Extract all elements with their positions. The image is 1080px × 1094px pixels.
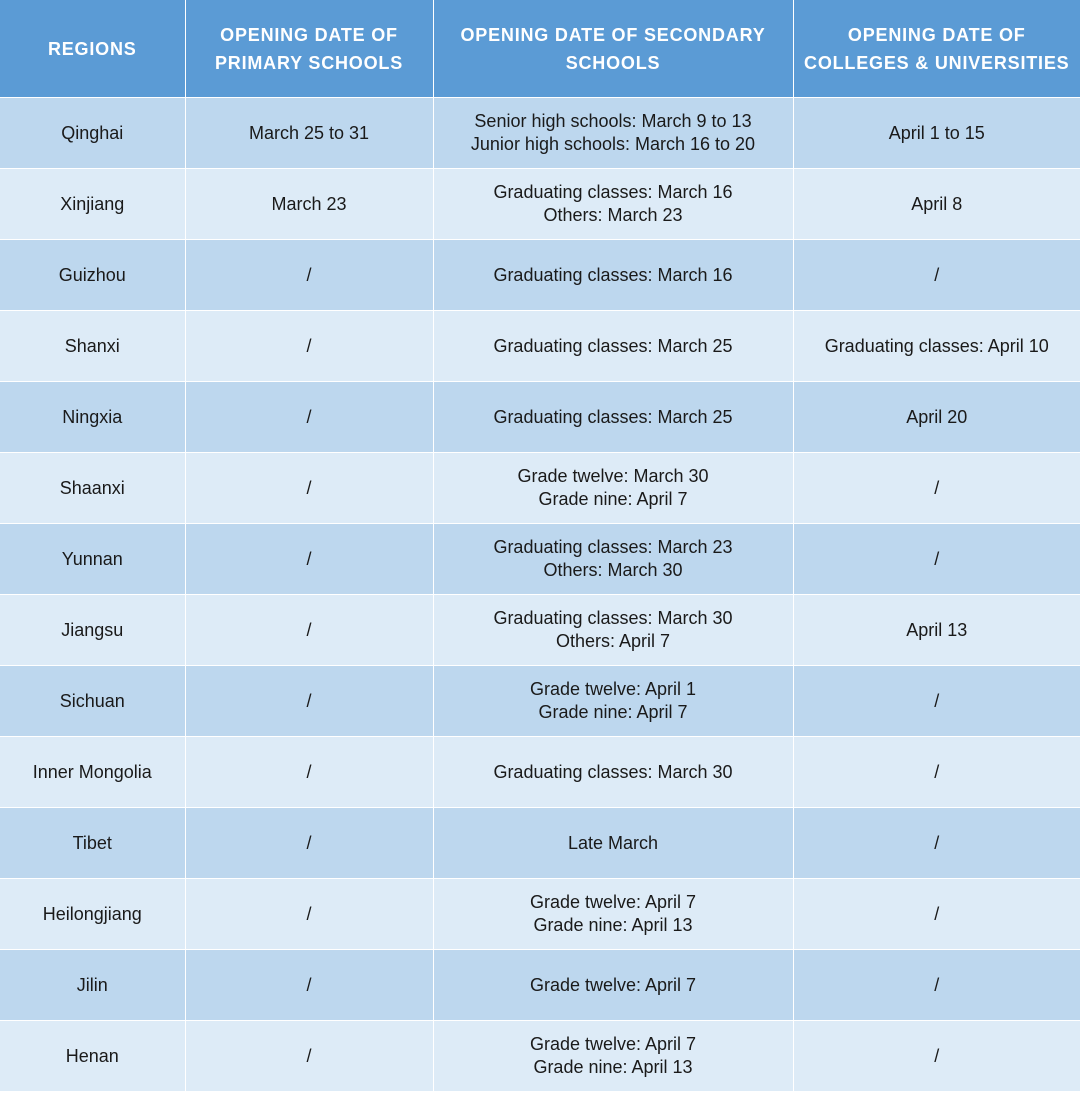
header-colleges-universities: OPENING DATE OF COLLEGES & UNIVERSITIES <box>793 0 1080 98</box>
region-cell: Inner Mongolia <box>0 737 185 808</box>
table-row <box>0 879 1080 950</box>
primary-date-cell: / <box>185 453 433 524</box>
table-row <box>0 595 1080 666</box>
secondary-date-line: Grade twelve: April 1 <box>529 679 697 699</box>
secondary-date-line: Others: April 7 <box>555 631 671 651</box>
primary-date-cell: / <box>185 595 433 666</box>
primary-date-cell: March 25 to 31 <box>185 98 433 169</box>
region-cell: Jilin <box>0 950 185 1021</box>
secondary-date-cell <box>433 169 793 240</box>
secondary-date-line: Others: March 30 <box>543 560 683 580</box>
region-cell: Sichuan <box>0 666 185 737</box>
secondary-date-line: Graduating classes: March 16 <box>493 182 733 202</box>
header-primary-schools: OPENING DATE OF PRIMARY SCHOOLS <box>185 0 433 98</box>
secondary-date-cell <box>433 453 793 524</box>
region-cell: Heilongjiang <box>0 879 185 950</box>
secondary-date-line: Grade nine: April 7 <box>538 489 688 509</box>
primary-date-cell: / <box>185 311 433 382</box>
table-row <box>0 311 1080 382</box>
secondary-date-line: Grade nine: April 13 <box>533 915 693 935</box>
secondary-date-cell <box>433 311 793 382</box>
region-cell: Shaanxi <box>0 453 185 524</box>
college-date-cell: / <box>793 808 1080 879</box>
secondary-date-cell <box>433 240 793 311</box>
secondary-date-line: Graduating classes: March 16 <box>493 264 733 285</box>
primary-date-cell: / <box>185 737 433 808</box>
college-date-cell: / <box>793 1021 1080 1092</box>
region-cell: Henan <box>0 1021 185 1092</box>
college-date-cell: / <box>793 524 1080 595</box>
region-cell: Guizhou <box>0 240 185 311</box>
primary-date-cell: March 23 <box>185 169 433 240</box>
secondary-date-line: Others: March 23 <box>543 205 683 225</box>
secondary-date-line: Junior high schools: March 16 to 20 <box>470 134 756 154</box>
secondary-date-line: Graduating classes: March 25 <box>493 406 733 427</box>
secondary-date-line: Grade twelve: April 7 <box>529 892 697 912</box>
secondary-date-line: Graduating classes: March 30 <box>493 761 733 782</box>
table-row <box>0 737 1080 808</box>
region-cell: Shanxi <box>0 311 185 382</box>
primary-date-cell: / <box>185 879 433 950</box>
table-row <box>0 453 1080 524</box>
table-row <box>0 98 1080 169</box>
primary-date-cell: / <box>185 950 433 1021</box>
table-row <box>0 524 1080 595</box>
college-date-cell: / <box>793 737 1080 808</box>
primary-date-cell: / <box>185 808 433 879</box>
secondary-date-line: Late March <box>567 832 659 853</box>
college-date-cell: April 13 <box>793 595 1080 666</box>
primary-date-cell: / <box>185 1021 433 1092</box>
table-row <box>0 1021 1080 1092</box>
secondary-date-cell <box>433 524 793 595</box>
region-cell: Xinjiang <box>0 169 185 240</box>
college-date-cell: / <box>793 950 1080 1021</box>
table-row <box>0 666 1080 737</box>
primary-date-cell: / <box>185 666 433 737</box>
secondary-date-cell <box>433 98 793 169</box>
secondary-date-cell <box>433 737 793 808</box>
region-cell: Ningxia <box>0 382 185 453</box>
secondary-date-line: Grade nine: April 7 <box>538 702 688 722</box>
table-row <box>0 169 1080 240</box>
table-header-row <box>0 0 1080 98</box>
college-date-cell: / <box>793 453 1080 524</box>
college-date-cell: April 8 <box>793 169 1080 240</box>
secondary-date-cell <box>433 808 793 879</box>
region-cell: Qinghai <box>0 98 185 169</box>
secondary-date-line: Grade nine: April 13 <box>533 1057 693 1077</box>
college-date-cell: April 1 to 15 <box>793 98 1080 169</box>
table-row <box>0 808 1080 879</box>
primary-date-cell: / <box>185 524 433 595</box>
table-row <box>0 950 1080 1021</box>
college-date-cell: April 20 <box>793 382 1080 453</box>
college-date-cell: / <box>793 240 1080 311</box>
primary-date-cell: / <box>185 240 433 311</box>
header-secondary-schools: OPENING DATE OF SECONDARY SCHOOLS <box>433 0 793 98</box>
region-cell: Tibet <box>0 808 185 879</box>
primary-date-cell: / <box>185 382 433 453</box>
college-date-cell: Graduating classes: April 10 <box>793 311 1080 382</box>
college-date-cell: / <box>793 666 1080 737</box>
college-date-cell: / <box>793 879 1080 950</box>
secondary-date-cell <box>433 666 793 737</box>
secondary-date-cell <box>433 950 793 1021</box>
secondary-date-cell <box>433 879 793 950</box>
secondary-date-cell <box>433 595 793 666</box>
secondary-date-line: Grade twelve: March 30 <box>517 466 709 486</box>
region-cell: Yunnan <box>0 524 185 595</box>
secondary-date-line: Grade twelve: April 7 <box>529 1034 697 1054</box>
region-cell: Jiangsu <box>0 595 185 666</box>
secondary-date-line: Graduating classes: March 30 <box>493 608 733 628</box>
header-regions: REGIONS <box>0 0 185 98</box>
secondary-date-line: Grade twelve: April 7 <box>529 974 697 995</box>
table-row <box>0 240 1080 311</box>
secondary-date-line: Graduating classes: March 25 <box>493 335 733 356</box>
secondary-date-line: Graduating classes: March 23 <box>493 537 733 557</box>
secondary-date-line: Senior high schools: March 9 to 13 <box>474 111 752 131</box>
secondary-date-cell <box>433 1021 793 1092</box>
table-row <box>0 382 1080 453</box>
secondary-date-cell <box>433 382 793 453</box>
table-body <box>0 98 1080 1092</box>
